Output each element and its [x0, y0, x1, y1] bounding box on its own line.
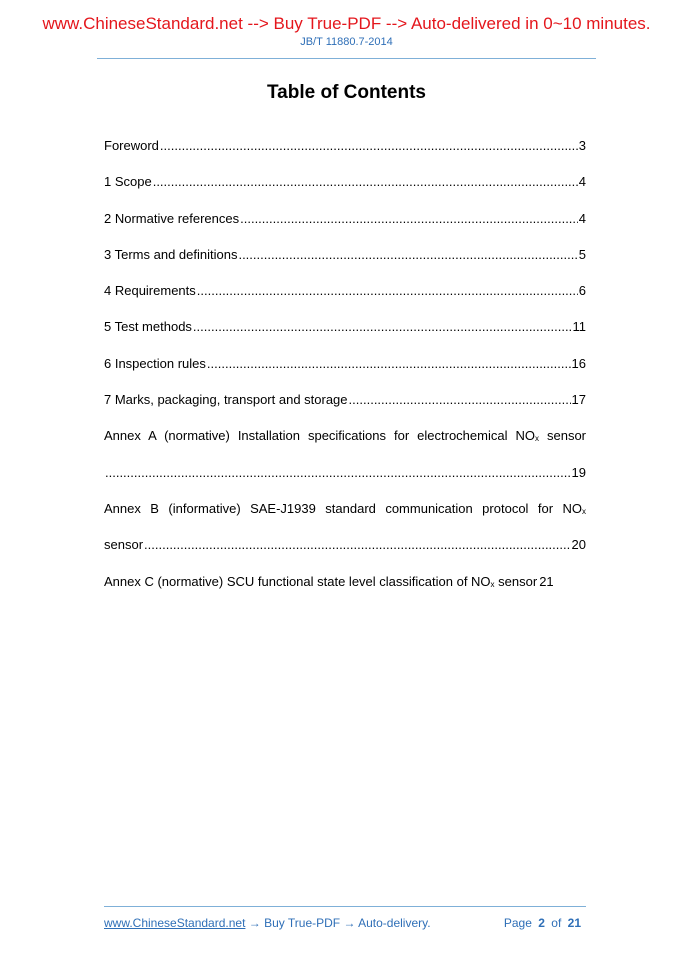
toc-entry-annex-b-line1[interactable]	[104, 499, 586, 535]
toc-entry-label: 1 Scope	[104, 174, 152, 190]
toc-entry-test-methods[interactable]	[104, 317, 586, 353]
dot-leader	[193, 317, 572, 337]
toc-entry-label: 6 Inspection rules	[104, 355, 206, 371]
dot-leader	[153, 172, 578, 192]
toc-entry-page: 21	[539, 573, 554, 589]
table-of-contents	[104, 136, 586, 608]
header-divider	[97, 58, 596, 59]
toc-title: Table of Contents	[266, 82, 427, 103]
dot-leader	[207, 354, 571, 374]
footer-link[interactable]: www.ChineseStandard.net	[104, 916, 246, 930]
toc-entry-page: 19	[571, 464, 586, 480]
standard-code: JB/T 11880.7-2014	[300, 36, 393, 48]
toc-entry-requirements[interactable]	[104, 281, 586, 317]
toc-entry-label: 2 Normative references	[104, 210, 240, 226]
dot-leader	[160, 136, 578, 156]
subscript: x	[582, 506, 586, 516]
toc-entry-normative-references[interactable]	[104, 209, 586, 245]
toc-entry-label-tail: sensor	[494, 573, 538, 589]
page-word: Page	[503, 916, 532, 930]
toc-entry-label: 5 Test methods	[104, 319, 192, 335]
toc-entry-page: 6	[578, 283, 586, 299]
toc-entry-page: 16	[571, 355, 586, 371]
page-indicator	[504, 916, 584, 930]
toc-entry-label: Foreword	[104, 138, 159, 153]
toc-entry-page: 3	[578, 138, 586, 153]
toc-entry-label-tail: sensor	[104, 537, 144, 553]
footer-promo	[104, 916, 431, 930]
toc-entry-label	[104, 572, 537, 595]
toc-entry-page: 11	[572, 319, 586, 335]
toc-entry-annex-b-line2[interactable]	[104, 535, 586, 571]
toc-entry-label-text: Annex C (normative) SCU functional state level classification of NO	[104, 573, 491, 589]
toc-entry-page: 17	[571, 392, 586, 408]
toc-entry-label: 3 Terms and definitions	[104, 246, 238, 262]
dot-leader	[105, 463, 571, 483]
dot-leader	[349, 390, 571, 410]
dot-leader	[240, 209, 578, 229]
footer-tagline: → Buy True-PDF → Auto-delivery.	[245, 916, 431, 930]
toc-entry-marks-packaging[interactable]	[104, 390, 586, 426]
toc-entry-label: Annex B (informative) SAE-J1939 standard communication protocol for NO	[104, 500, 582, 516]
footer-divider	[104, 906, 586, 907]
toc-entry-page: 4	[578, 174, 586, 190]
toc-entry-label: 4 Requirements	[104, 283, 196, 299]
toc-entry-inspection-rules[interactable]	[104, 354, 586, 390]
toc-entry-scope[interactable]	[104, 172, 586, 208]
toc-entry-page: 5	[578, 246, 586, 262]
toc-entry-terms-definitions[interactable]	[104, 245, 586, 281]
subscript: x	[534, 434, 539, 444]
page-current: 2	[538, 916, 545, 930]
toc-entry-label-tail: sensor	[538, 428, 586, 444]
toc-entry-page: 20	[571, 537, 586, 553]
toc-entry-page: 4	[578, 210, 586, 226]
dot-leader	[238, 245, 577, 265]
subscript: x	[490, 579, 495, 589]
promo-banner[interactable]: www.ChineseStandard.net --> Buy True-PDF --> Auto-delivered in 0~10 minutes.	[42, 14, 651, 33]
toc-entry-annex-a-line1[interactable]	[104, 426, 586, 462]
toc-entry-annex-c[interactable]	[104, 572, 586, 608]
dot-leader	[197, 281, 578, 301]
page-of: of	[551, 916, 562, 930]
toc-entry-label: 7 Marks, packaging, transport and storage	[104, 392, 348, 408]
toc-entry-foreword[interactable]	[104, 136, 586, 172]
dot-leader	[144, 535, 571, 555]
toc-entry-annex-a-line2[interactable]	[104, 463, 586, 499]
toc-entry-label: Annex A (normative) Installation specifications for electrochemical NO	[104, 428, 535, 444]
page-total: 21	[567, 916, 581, 930]
